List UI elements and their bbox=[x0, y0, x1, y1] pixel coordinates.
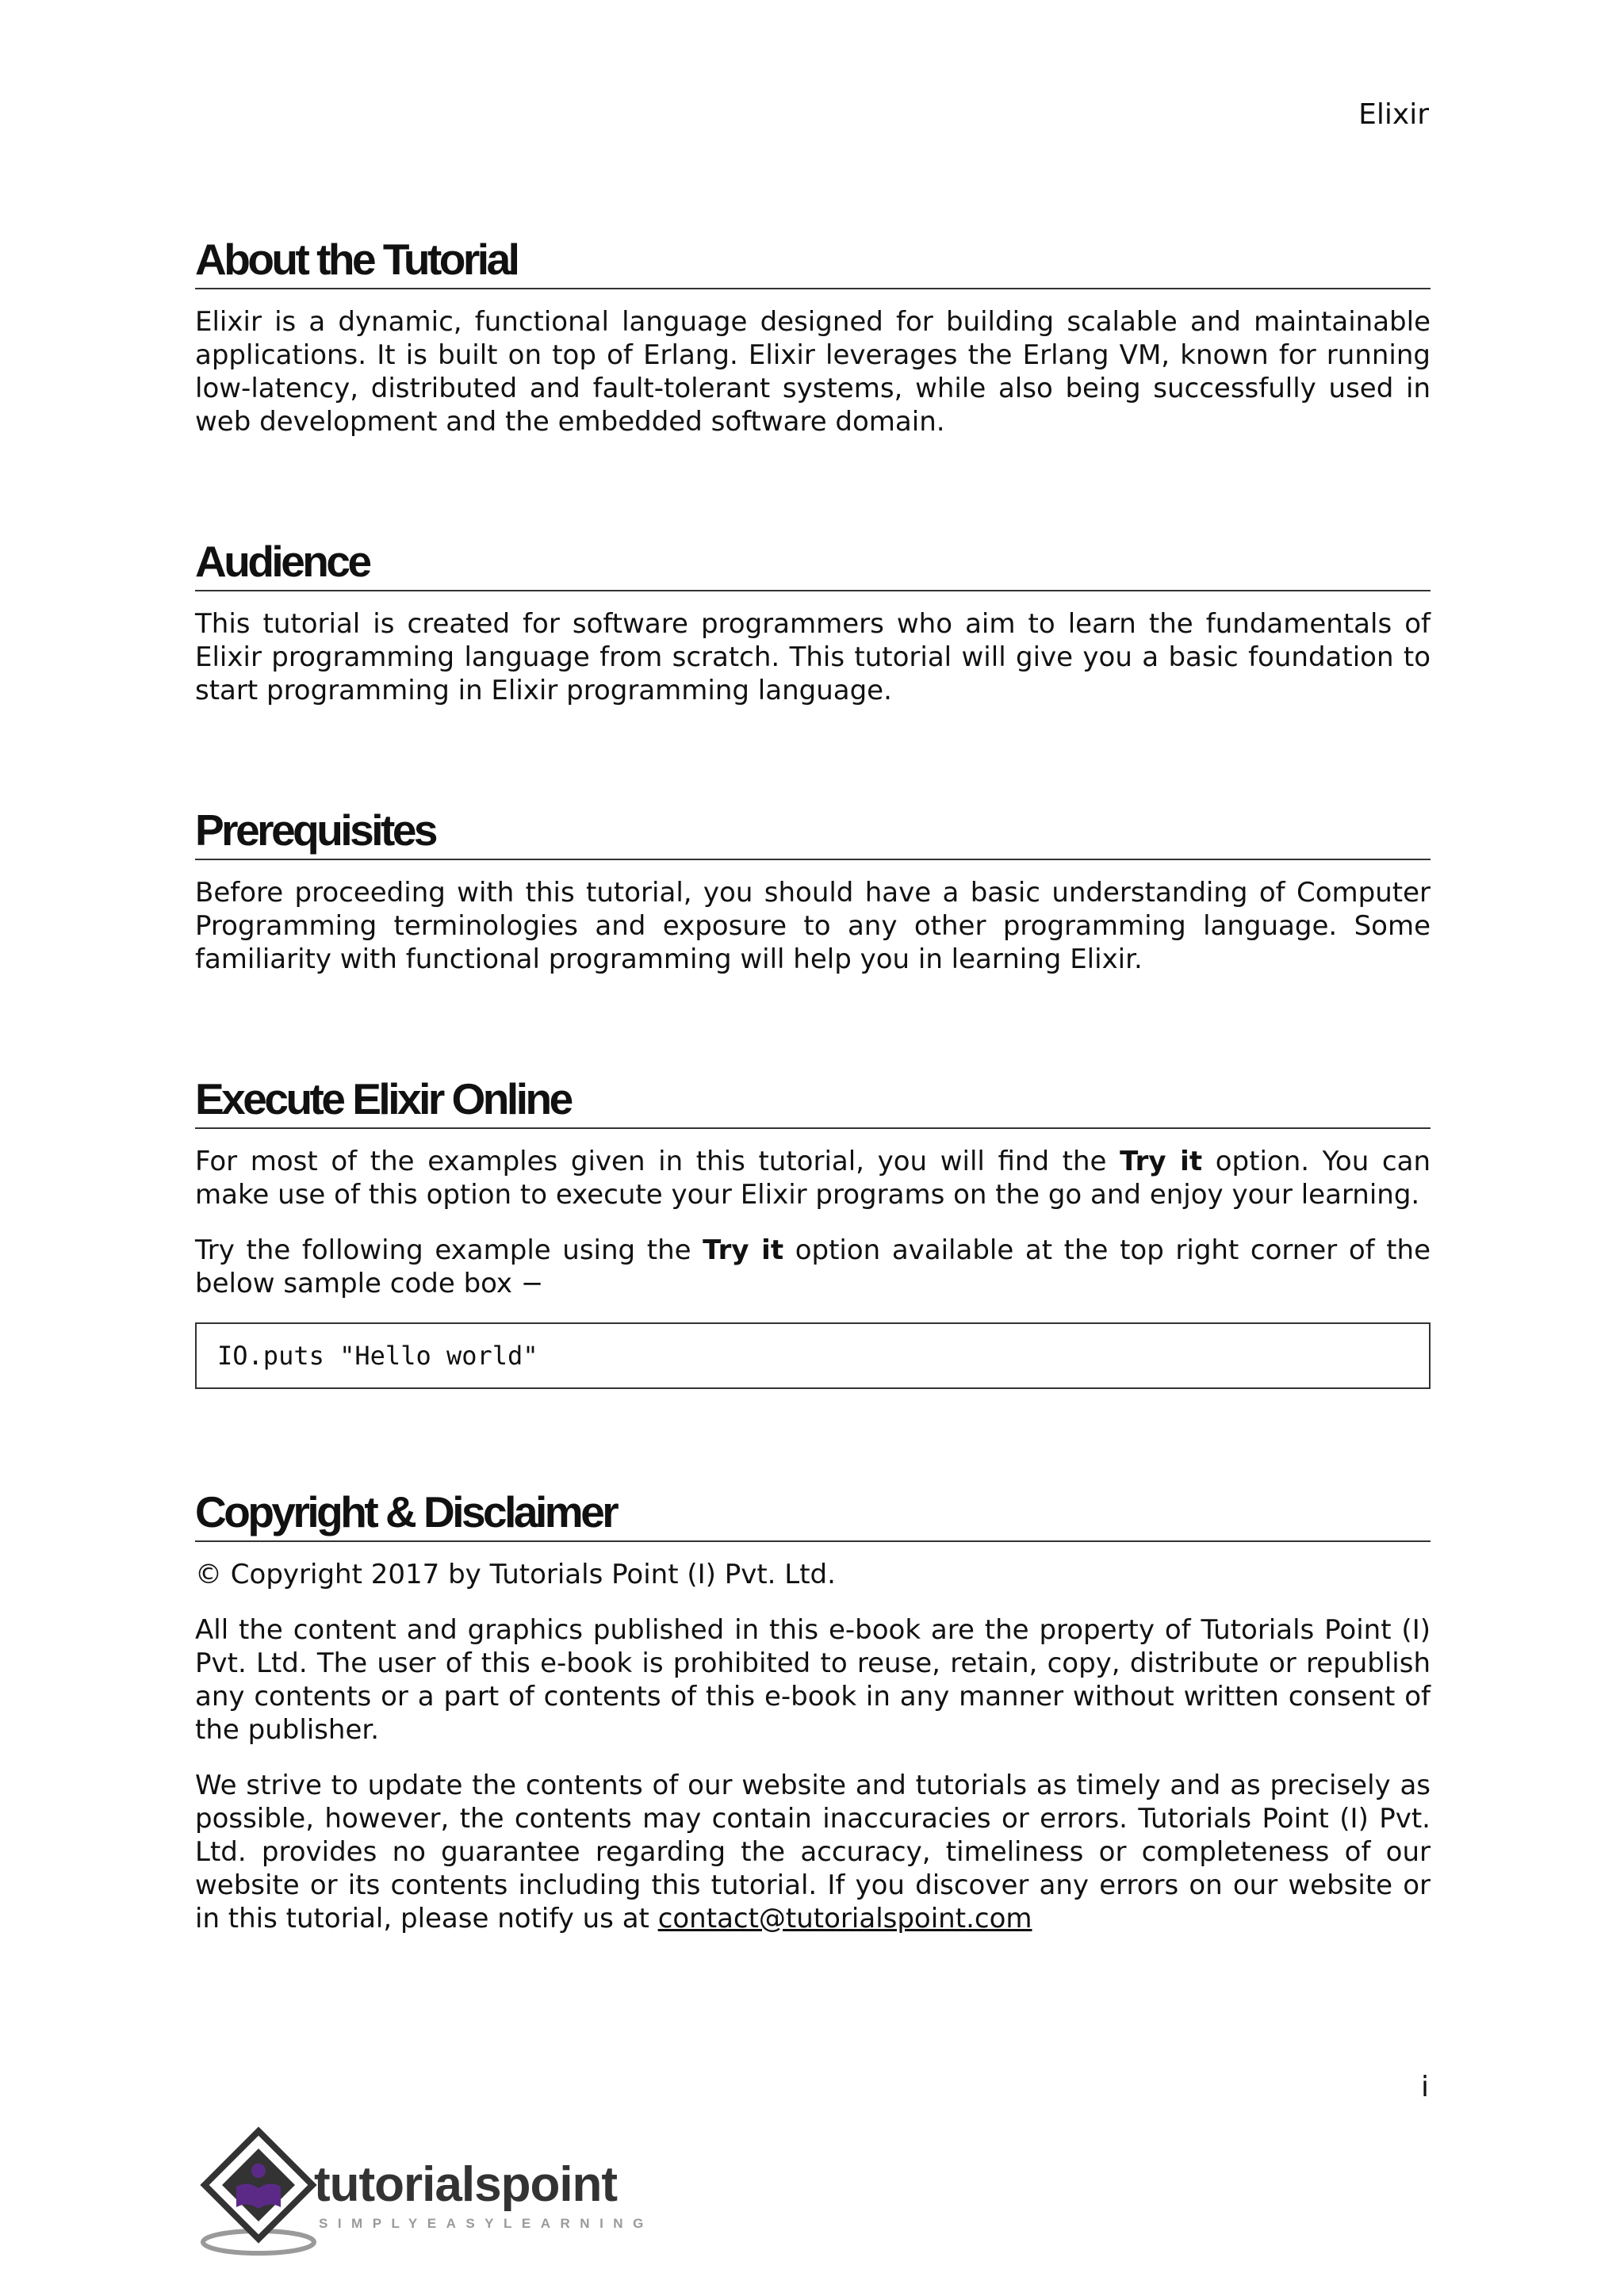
section-copyright bbox=[195, 1487, 1431, 1935]
paragraph: This tutorial is created for software programmers who aim to learn the fundamentals of Elixir programming language from scratch. This tutorial will give you a basic foundation to start programming in Elixir programming language. bbox=[195, 608, 1431, 706]
text-run: For most of the examples given in this tutorial, you will find the bbox=[195, 1146, 1120, 1177]
paragraph bbox=[195, 1769, 1431, 1935]
section-heading: Audience bbox=[195, 540, 1431, 591]
logo-head bbox=[251, 2164, 266, 2178]
running-header-title: Elixir bbox=[1358, 98, 1429, 131]
paragraph bbox=[195, 1145, 1431, 1211]
section-heading: Copyright & Disclaimer bbox=[195, 1490, 1431, 1542]
page-number: i bbox=[1420, 2071, 1429, 2103]
paragraph: Elixir is a dynamic, functional language designed for building scalable and maintainable applications. It is built on top of Erlang. Elixir leverages the Erlang VM, known for running low-latency, distributed and fault-tolerant systems, while also being successfully used in web development and the embedded software domain. bbox=[195, 306, 1431, 438]
section-heading: Prerequisites bbox=[195, 809, 1431, 860]
section-about bbox=[195, 235, 1431, 438]
paragraph: Before proceeding with this tutorial, you should have a basic understanding of Computer Programming terminologies and exposure to any other programming language. Some familiarity with functional programming will help you in learning Elixir. bbox=[195, 877, 1431, 975]
section-heading: Execute Elixir Online bbox=[195, 1077, 1431, 1129]
try-it-term: Try it bbox=[703, 1234, 784, 1266]
copyright-line: © Copyright 2017 by Tutorials Point (I) Pvt. Ltd. bbox=[195, 1559, 836, 1590]
text-run: We strive to update the contents of our website and tutorials as timely and as precisely as possible, however, the contents may contain inaccuracies or errors. Tutorials Point (I) Pvt. Ltd. provides no guarantee regarding the accuracy, timeliness or completeness of our website or its contents including this tutorial. If you discover any errors on our website or in this tutorial, please notify us at bbox=[195, 1770, 1431, 1934]
section-heading: About the Tutorial bbox=[195, 238, 1431, 289]
contact-email-link[interactable]: contact@tutorialspoint.com bbox=[657, 1903, 1032, 1934]
section-prerequisites bbox=[195, 806, 1431, 976]
document-body bbox=[195, 235, 1431, 2037]
section-execute-online bbox=[195, 1074, 1431, 1389]
tutorialspoint-logo bbox=[195, 2125, 655, 2260]
paragraph: All the content and graphics published in this e-book are the property of Tutorials Point (I) Pvt. Ltd. The user of this e-book is prohibited to reuse, retain, copy, distribute or republish any contents or a part of contents of this e-book in any manner without written consent of the publisher. bbox=[195, 1614, 1431, 1746]
code-sample-box: IO.puts "Hello world" bbox=[195, 1322, 1431, 1389]
logo-wordmark: tutorialspoint bbox=[314, 2157, 618, 2212]
text-run: Try the following example using the bbox=[195, 1234, 703, 1266]
text-run: option. You can make use of this option to execute your Elixir programs on the go and enjoy your learning. bbox=[195, 1146, 1431, 1211]
section-audience bbox=[195, 537, 1431, 707]
try-it-term: Try it bbox=[1120, 1146, 1203, 1177]
paragraph bbox=[195, 1234, 1431, 1300]
logo-tagline: SIMPLYEASYLEARNING bbox=[319, 2216, 653, 2231]
text-run: option available at the top right corner of the below sample code box − bbox=[195, 1234, 1431, 1299]
